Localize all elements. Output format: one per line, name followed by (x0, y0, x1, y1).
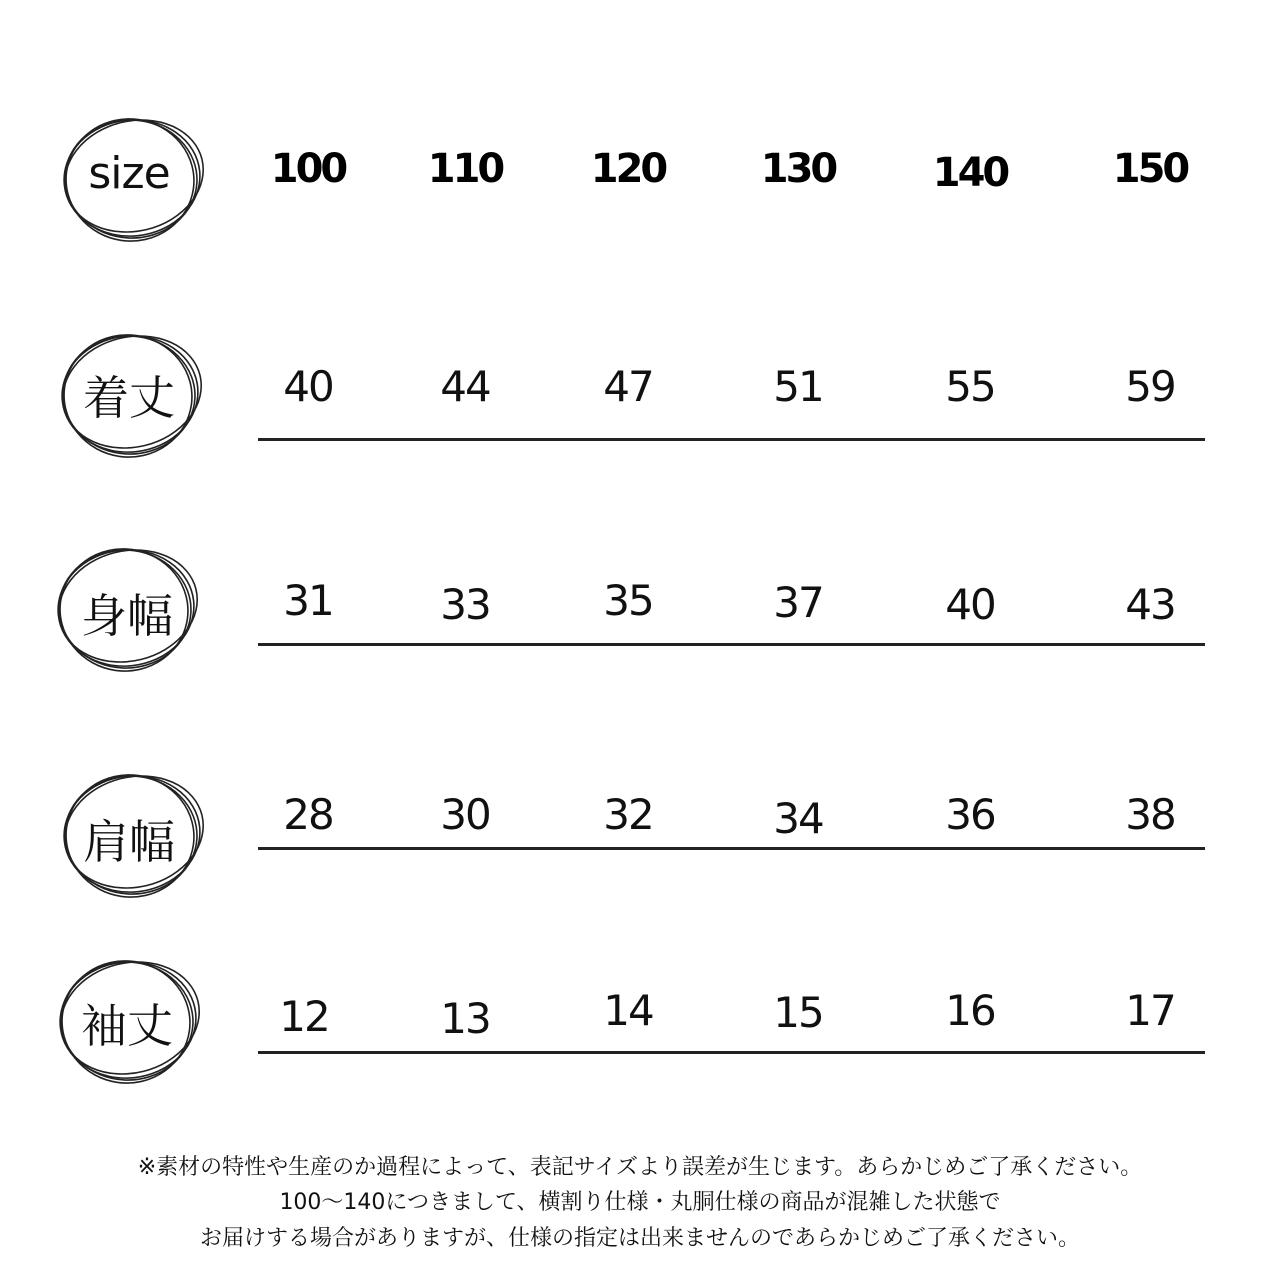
cell-width-130: 37 (773, 578, 823, 627)
note-line-3: お届けする場合がありますが、仕様の指定は出来ませんのであらかじめご了承ください。 (199, 1226, 1080, 1251)
size-110: 110 (427, 146, 503, 192)
cell-shoulder-140: 36 (945, 790, 995, 839)
cell-sleeve-130: 15 (773, 988, 823, 1037)
cell-sleeve-110: 13 (440, 994, 490, 1043)
row-divider-1 (258, 438, 1205, 441)
cell-width-110: 33 (440, 580, 490, 629)
size-header-label: size (88, 148, 170, 199)
cell-shoulder-150: 38 (1125, 790, 1175, 839)
row-label-width: 身幅 (81, 589, 173, 643)
cell-width-140: 40 (945, 580, 995, 629)
cell-sleeve-140: 16 (945, 986, 995, 1035)
cell-length-150: 59 (1125, 362, 1175, 411)
note-line-1: ※素材の特性や生産のか過程によって、表記サイズより誤差が生じます。あらかじめご了承ください。 (137, 1155, 1143, 1180)
cell-sleeve-150: 17 (1125, 986, 1175, 1035)
size-120: 120 (590, 146, 666, 192)
cell-shoulder-130: 34 (773, 794, 823, 843)
cell-length-100: 40 (283, 362, 333, 411)
note-line-2: 100〜140につきまして、横割り仕様・丸胴仕様の商品が混雑した状態で (279, 1190, 1001, 1215)
cell-width-120: 35 (603, 576, 653, 625)
size-130: 130 (760, 146, 836, 192)
cell-sleeve-100: 12 (279, 992, 329, 1041)
size-150: 150 (1112, 146, 1188, 192)
row-divider-4 (258, 1051, 1205, 1054)
cell-length-130: 51 (773, 362, 823, 411)
cell-sleeve-120: 14 (603, 986, 653, 1035)
cell-width-150: 43 (1125, 580, 1175, 629)
cell-shoulder-110: 30 (440, 790, 490, 839)
size-140: 140 (932, 150, 1008, 196)
row-label-shoulder: 肩幅 (83, 815, 175, 869)
cell-length-140: 55 (945, 362, 995, 411)
cell-shoulder-120: 32 (603, 790, 653, 839)
row-label-sleeve: 袖丈 (81, 999, 173, 1053)
row-label-length: 着丈 (83, 371, 175, 425)
cell-shoulder-100: 28 (283, 790, 333, 839)
row-divider-2 (258, 643, 1205, 646)
cell-length-110: 44 (440, 362, 490, 411)
cell-width-100: 31 (283, 576, 333, 625)
row-divider-3 (258, 847, 1205, 850)
cell-length-120: 47 (603, 362, 653, 411)
size-100: 100 (270, 146, 346, 192)
